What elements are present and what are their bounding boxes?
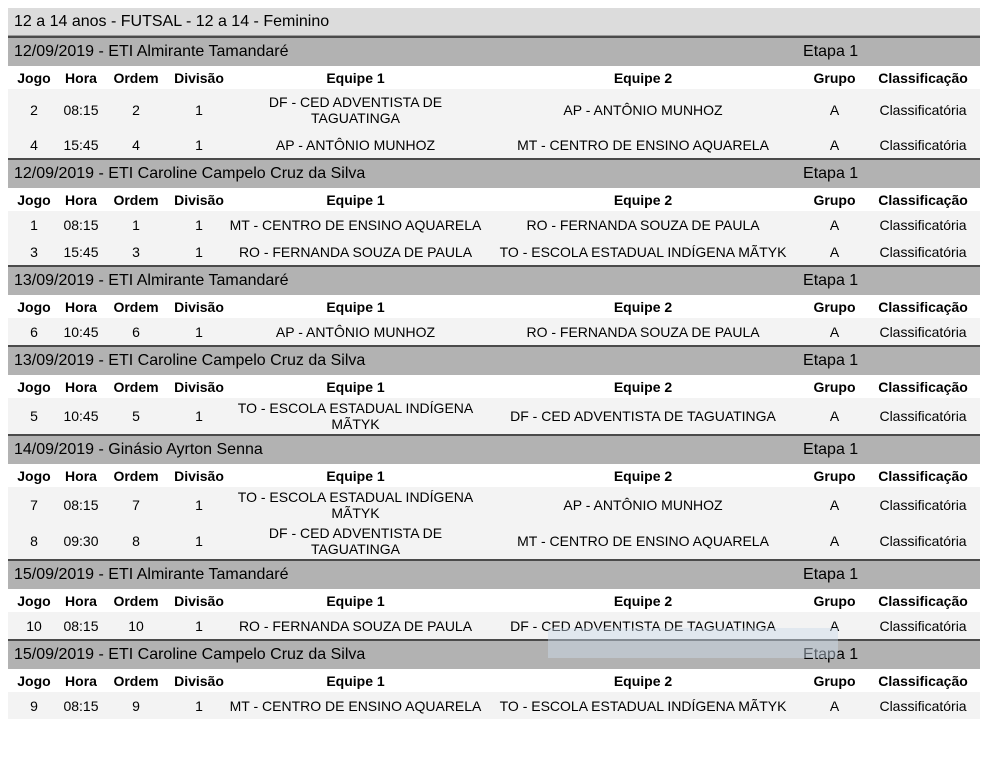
column-header-hora: Hora xyxy=(60,188,102,211)
column-header-equipe1: Equipe 1 xyxy=(228,66,483,89)
section-etapa: Etapa 1 xyxy=(803,266,980,295)
cell-divisao: 1 xyxy=(170,398,228,435)
column-header-equipe2: Equipe 2 xyxy=(483,188,803,211)
column-header-row xyxy=(8,66,980,89)
cell-equipe2: DF - CED ADVENTISTA DE TAGUATINGA xyxy=(483,612,803,640)
column-header-jogo: Jogo xyxy=(8,375,60,398)
cell-equipe2: DF - CED ADVENTISTA DE TAGUATINGA xyxy=(483,398,803,435)
cell-equipe1: AP - ANTÔNIO MUNHOZ xyxy=(228,131,483,159)
cell-grupo: A xyxy=(803,523,866,560)
column-header-row xyxy=(8,188,980,211)
column-header-equipe2: Equipe 2 xyxy=(483,66,803,89)
column-header-divisao: Divisão xyxy=(170,669,228,692)
cell-grupo: A xyxy=(803,89,866,131)
cell-ordem: 4 xyxy=(102,131,170,159)
cell-classificacao: Classificatória xyxy=(866,211,980,238)
column-header-grupo: Grupo xyxy=(803,669,866,692)
table-row xyxy=(8,523,980,560)
section-venue: 12/09/2019 - ETI Caroline Campelo Cruz da Silva xyxy=(8,159,803,188)
column-header-classificacao: Classificação xyxy=(866,295,980,318)
section-header xyxy=(8,37,980,66)
cell-divisao: 1 xyxy=(170,211,228,238)
section-header xyxy=(8,159,980,188)
column-header-classificacao: Classificação xyxy=(866,464,980,487)
cell-equipe2: RO - FERNANDA SOUZA DE PAULA xyxy=(483,318,803,346)
column-header-divisao: Divisão xyxy=(170,295,228,318)
column-header-equipe1: Equipe 1 xyxy=(228,375,483,398)
cell-grupo: A xyxy=(803,487,866,523)
column-header-classificacao: Classificação xyxy=(866,66,980,89)
cell-hora: 10:45 xyxy=(60,318,102,346)
cell-equipe1: TO - ESCOLA ESTADUAL INDÍGENA MÃTYK xyxy=(228,487,483,523)
column-header-grupo: Grupo xyxy=(803,375,866,398)
column-header-classificacao: Classificação xyxy=(866,188,980,211)
column-header-equipe2: Equipe 2 xyxy=(483,295,803,318)
cell-hora: 08:15 xyxy=(60,612,102,640)
cell-equipe1: MT - CENTRO DE ENSINO AQUARELA xyxy=(228,211,483,238)
cell-classificacao: Classificatória xyxy=(866,131,980,159)
cell-grupo: A xyxy=(803,612,866,640)
cell-ordem: 3 xyxy=(102,238,170,266)
column-header-jogo: Jogo xyxy=(8,669,60,692)
cell-equipe1: TO - ESCOLA ESTADUAL INDÍGENA MÃTYK xyxy=(228,398,483,435)
column-header-row xyxy=(8,669,980,692)
cell-divisao: 1 xyxy=(170,238,228,266)
cell-jogo: 5 xyxy=(8,398,60,435)
column-header-equipe2: Equipe 2 xyxy=(483,669,803,692)
cell-hora: 08:15 xyxy=(60,211,102,238)
column-header-classificacao: Classificação xyxy=(866,375,980,398)
column-header-ordem: Ordem xyxy=(102,66,170,89)
column-header-ordem: Ordem xyxy=(102,669,170,692)
column-header-equipe1: Equipe 1 xyxy=(228,589,483,612)
cell-divisao: 1 xyxy=(170,523,228,560)
cell-divisao: 1 xyxy=(170,131,228,159)
schedule-table xyxy=(8,36,980,719)
column-header-jogo: Jogo xyxy=(8,464,60,487)
section-etapa: Etapa 1 xyxy=(803,560,980,589)
cell-jogo: 1 xyxy=(8,211,60,238)
cell-equipe2: MT - CENTRO DE ENSINO AQUARELA xyxy=(483,131,803,159)
cell-grupo: A xyxy=(803,211,866,238)
cell-classificacao: Classificatória xyxy=(866,398,980,435)
column-header-equipe2: Equipe 2 xyxy=(483,589,803,612)
cell-equipe2: TO - ESCOLA ESTADUAL INDÍGENA MÃTYK xyxy=(483,238,803,266)
column-header-divisao: Divisão xyxy=(170,464,228,487)
cell-hora: 15:45 xyxy=(60,238,102,266)
column-header-jogo: Jogo xyxy=(8,188,60,211)
column-header-jogo: Jogo xyxy=(8,66,60,89)
cell-equipe1: RO - FERNANDA SOUZA DE PAULA xyxy=(228,612,483,640)
column-header-hora: Hora xyxy=(60,66,102,89)
cell-hora: 09:30 xyxy=(60,523,102,560)
table-row xyxy=(8,487,980,523)
page-title: 12 a 14 anos - FUTSAL - 12 a 14 - Feminino xyxy=(8,8,980,36)
column-header-divisao: Divisão xyxy=(170,188,228,211)
column-header-row xyxy=(8,464,980,487)
cell-ordem: 5 xyxy=(102,398,170,435)
section-venue: 12/09/2019 - ETI Almirante Tamandaré xyxy=(8,37,803,66)
cell-equipe1: MT - CENTRO DE ENSINO AQUARELA xyxy=(228,692,483,719)
column-header-hora: Hora xyxy=(60,589,102,612)
column-header-row xyxy=(8,589,980,612)
column-header-grupo: Grupo xyxy=(803,66,866,89)
column-header-row xyxy=(8,375,980,398)
column-header-grupo: Grupo xyxy=(803,589,866,612)
table-row xyxy=(8,211,980,238)
cell-ordem: 8 xyxy=(102,523,170,560)
cell-divisao: 1 xyxy=(170,487,228,523)
section-venue: 13/09/2019 - ETI Almirante Tamandaré xyxy=(8,266,803,295)
column-header-jogo: Jogo xyxy=(8,589,60,612)
cell-divisao: 1 xyxy=(170,692,228,719)
cell-classificacao: Classificatória xyxy=(866,89,980,131)
column-header-equipe1: Equipe 1 xyxy=(228,295,483,318)
table-row xyxy=(8,612,980,640)
section-venue: 14/09/2019 - Ginásio Ayrton Senna xyxy=(8,435,803,464)
cell-equipe1: RO - FERNANDA SOUZA DE PAULA xyxy=(228,238,483,266)
cell-ordem: 7 xyxy=(102,487,170,523)
column-header-hora: Hora xyxy=(60,375,102,398)
table-row xyxy=(8,692,980,719)
section-header xyxy=(8,346,980,375)
cell-ordem: 6 xyxy=(102,318,170,346)
column-header-classificacao: Classificação xyxy=(866,589,980,612)
table-row xyxy=(8,398,980,435)
column-header-equipe1: Equipe 1 xyxy=(228,188,483,211)
column-header-classificacao: Classificação xyxy=(866,669,980,692)
cell-grupo: A xyxy=(803,238,866,266)
cell-hora: 08:15 xyxy=(60,692,102,719)
cell-jogo: 9 xyxy=(8,692,60,719)
section-header xyxy=(8,266,980,295)
cell-classificacao: Classificatória xyxy=(866,612,980,640)
section-etapa: Etapa 1 xyxy=(803,346,980,375)
cell-ordem: 1 xyxy=(102,211,170,238)
column-header-ordem: Ordem xyxy=(102,188,170,211)
column-header-ordem: Ordem xyxy=(102,589,170,612)
cell-jogo: 4 xyxy=(8,131,60,159)
cell-jogo: 7 xyxy=(8,487,60,523)
cell-equipe2: AP - ANTÔNIO MUNHOZ xyxy=(483,89,803,131)
cell-classificacao: Classificatória xyxy=(866,238,980,266)
column-header-divisao: Divisão xyxy=(170,375,228,398)
section-header xyxy=(8,640,980,669)
section-etapa: Etapa 1 xyxy=(803,159,980,188)
column-header-equipe2: Equipe 2 xyxy=(483,464,803,487)
table-row xyxy=(8,89,980,131)
column-header-ordem: Ordem xyxy=(102,464,170,487)
cell-equipe1: DF - CED ADVENTISTA DE TAGUATINGA xyxy=(228,89,483,131)
table-row xyxy=(8,318,980,346)
column-header-equipe1: Equipe 1 xyxy=(228,464,483,487)
section-venue: 13/09/2019 - ETI Caroline Campelo Cruz da Silva xyxy=(8,346,803,375)
cell-grupo: A xyxy=(803,131,866,159)
section-header xyxy=(8,435,980,464)
cell-divisao: 1 xyxy=(170,612,228,640)
section-header xyxy=(8,560,980,589)
cell-jogo: 6 xyxy=(8,318,60,346)
cell-hora: 08:15 xyxy=(60,89,102,131)
column-header-ordem: Ordem xyxy=(102,375,170,398)
cell-equipe1: AP - ANTÔNIO MUNHOZ xyxy=(228,318,483,346)
column-header-grupo: Grupo xyxy=(803,464,866,487)
cell-divisao: 1 xyxy=(170,318,228,346)
cell-hora: 15:45 xyxy=(60,131,102,159)
section-etapa: Etapa 1 xyxy=(803,640,980,669)
cell-hora: 10:45 xyxy=(60,398,102,435)
cell-jogo: 2 xyxy=(8,89,60,131)
cell-equipe2: MT - CENTRO DE ENSINO AQUARELA xyxy=(483,523,803,560)
column-header-equipe1: Equipe 1 xyxy=(228,669,483,692)
cell-jogo: 3 xyxy=(8,238,60,266)
column-header-divisao: Divisão xyxy=(170,589,228,612)
column-header-hora: Hora xyxy=(60,464,102,487)
section-etapa: Etapa 1 xyxy=(803,37,980,66)
cell-classificacao: Classificatória xyxy=(866,487,980,523)
section-venue: 15/09/2019 - ETI Almirante Tamandaré xyxy=(8,560,803,589)
cell-equipe1: DF - CED ADVENTISTA DE TAGUATINGA xyxy=(228,523,483,560)
column-header-hora: Hora xyxy=(60,295,102,318)
cell-grupo: A xyxy=(803,398,866,435)
cell-equipe2: RO - FERNANDA SOUZA DE PAULA xyxy=(483,211,803,238)
cell-grupo: A xyxy=(803,692,866,719)
cell-ordem: 10 xyxy=(102,612,170,640)
table-row xyxy=(8,238,980,266)
cell-equipe2: AP - ANTÔNIO MUNHOZ xyxy=(483,487,803,523)
section-etapa: Etapa 1 xyxy=(803,435,980,464)
column-header-row xyxy=(8,295,980,318)
column-header-grupo: Grupo xyxy=(803,295,866,318)
section-venue: 15/09/2019 - ETI Caroline Campelo Cruz da Silva xyxy=(8,640,803,669)
cell-divisao: 1 xyxy=(170,89,228,131)
cell-grupo: A xyxy=(803,318,866,346)
column-header-hora: Hora xyxy=(60,669,102,692)
column-header-ordem: Ordem xyxy=(102,295,170,318)
cell-classificacao: Classificatória xyxy=(866,318,980,346)
cell-jogo: 10 xyxy=(8,612,60,640)
table-row xyxy=(8,131,980,159)
cell-jogo: 8 xyxy=(8,523,60,560)
cell-ordem: 2 xyxy=(102,89,170,131)
column-header-equipe2: Equipe 2 xyxy=(483,375,803,398)
cell-equipe2: TO - ESCOLA ESTADUAL INDÍGENA MÃTYK xyxy=(483,692,803,719)
cell-ordem: 9 xyxy=(102,692,170,719)
column-header-jogo: Jogo xyxy=(8,295,60,318)
column-header-grupo: Grupo xyxy=(803,188,866,211)
cell-classificacao: Classificatória xyxy=(866,692,980,719)
column-header-divisao: Divisão xyxy=(170,66,228,89)
cell-hora: 08:15 xyxy=(60,487,102,523)
cell-classificacao: Classificatória xyxy=(866,523,980,560)
